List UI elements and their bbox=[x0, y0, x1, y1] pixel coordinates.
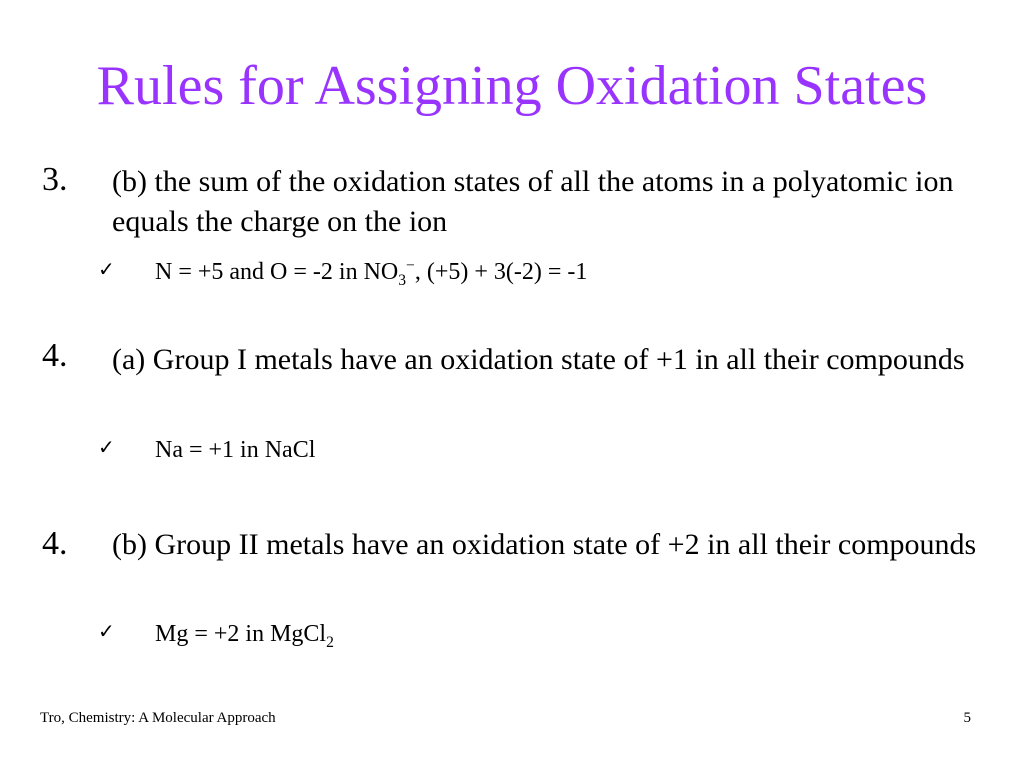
item-text: (a) Group I metals have an oxidation state of +1 in all their compounds bbox=[112, 343, 965, 376]
example-part: , (+5) + 3(-2) = -1 bbox=[414, 259, 588, 285]
checkmark-icon: ✓ bbox=[98, 437, 115, 459]
example-part: Na = +1 in NaCl bbox=[155, 437, 316, 463]
example-text bbox=[155, 256, 587, 288]
item-number: 4. bbox=[42, 525, 68, 562]
subscript: 2 bbox=[326, 633, 334, 651]
item-number: 3. bbox=[42, 161, 68, 198]
item-text: (b) Group II metals have an oxidation state of +2 in all their compounds bbox=[112, 528, 977, 561]
item-text: (b) the sum of the oxidation states of all the atoms in a polyatomic ion equals the charge on the ion bbox=[112, 165, 954, 238]
subscript: 3 bbox=[398, 271, 407, 289]
page-number: 5 bbox=[963, 710, 971, 726]
example-part: Mg = +2 in MgCl bbox=[155, 621, 327, 647]
footer-source: Tro, Chemistry: A Molecular Approach bbox=[40, 710, 276, 726]
slide-title: Rules for Assigning Oxidation States bbox=[96, 55, 928, 117]
example-text bbox=[155, 434, 315, 466]
superscript: − bbox=[406, 257, 415, 274]
checkmark-icon: ✓ bbox=[98, 621, 115, 643]
example-part: N = +5 and O = -2 in NO bbox=[155, 259, 399, 285]
item-number: 4. bbox=[42, 337, 68, 374]
checkmark-icon: ✓ bbox=[98, 259, 115, 281]
example-text bbox=[155, 618, 334, 650]
